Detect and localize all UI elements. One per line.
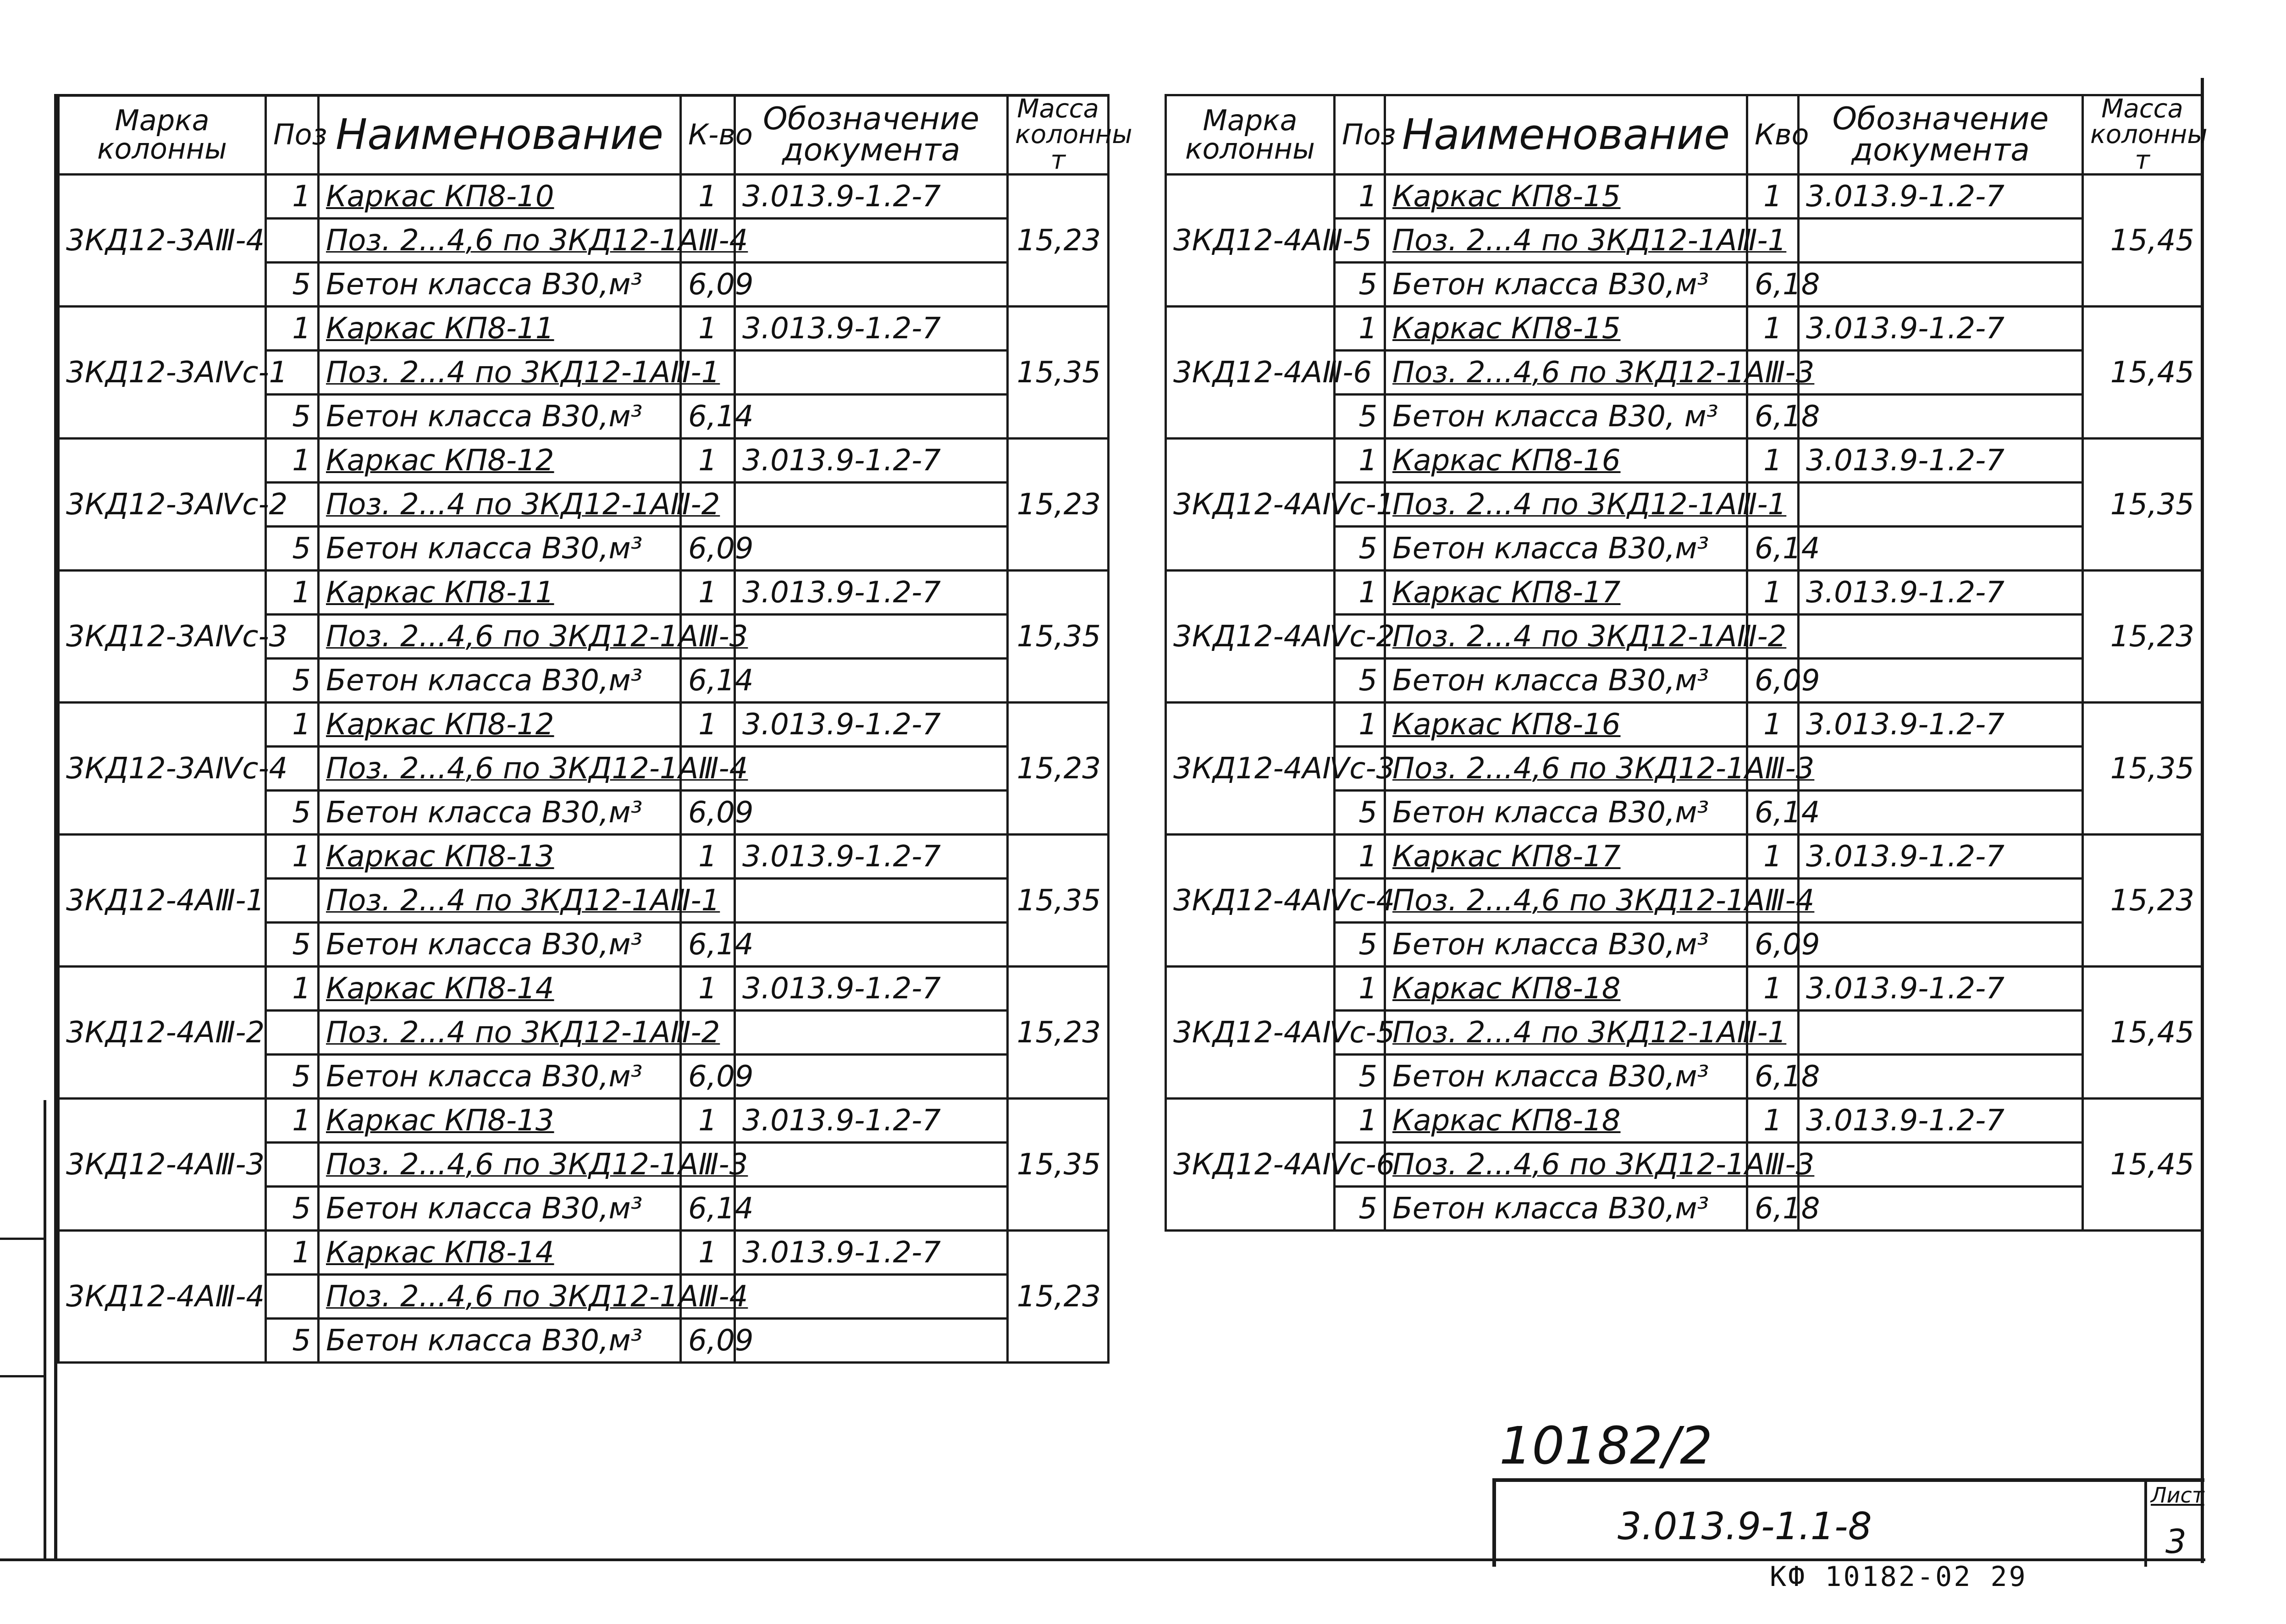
name-cell: Бетон класса В30,м³ xyxy=(1385,791,1747,835)
document-cell xyxy=(1799,659,2083,703)
position-cell: 5 xyxy=(1335,263,1385,307)
document-cell xyxy=(735,351,1008,395)
document-cell: 3.013.9-1.2-7 xyxy=(1799,175,2083,219)
quantity-cell: 6,14 xyxy=(681,923,735,967)
position-cell: 1 xyxy=(1335,571,1385,615)
quantity-cell: 1 xyxy=(1747,571,1799,615)
quantity-cell: 1 xyxy=(681,571,735,615)
name-cell: Бетон класса В30,м³ xyxy=(1385,923,1747,967)
document-cell: 3.013.9-1.2-7 xyxy=(1799,703,2083,747)
name-cell: Бетон класса В30,м³ xyxy=(319,395,681,439)
column-mark-cell: 3КД12-4АⅢ-3 xyxy=(59,1099,266,1231)
column-mark-cell: 3КД12-4АⅢ-2 xyxy=(59,967,266,1099)
mass-cell: 15,23 xyxy=(2083,835,2202,967)
document-cell xyxy=(1799,791,2083,835)
quantity-cell: 6,09 xyxy=(681,263,735,307)
position-cell: 5 xyxy=(266,923,319,967)
column-mark-cell: 3КД12-4АⅣс-1 xyxy=(1166,439,1335,571)
document-cell: 3.013.9-1.2-7 xyxy=(1799,571,2083,615)
quantity-cell: 1 xyxy=(681,703,735,747)
name-cell: Поз. 2...4,6 по 3КД12-1АⅢ-3 xyxy=(319,615,681,659)
quantity-cell: 1 xyxy=(1747,967,1799,1011)
quantity-cell: 1 xyxy=(681,439,735,483)
name-cell: Бетон класса В30,м³ xyxy=(319,791,681,835)
name-cell: Поз. 2...4,6 по 3КД12-1АⅢ-4 xyxy=(319,1275,681,1319)
table-row xyxy=(59,703,1109,747)
name-cell: Бетон класса В30,м³ xyxy=(319,923,681,967)
quantity-cell: 6,09 xyxy=(681,791,735,835)
quantity-cell: 1 xyxy=(1747,175,1799,219)
table-row xyxy=(59,967,1109,1011)
mass-cell: 15,35 xyxy=(1008,835,1109,967)
name-cell: Поз. 2...4 по 3КД12-1АⅢ-2 xyxy=(319,483,681,527)
quantity-cell: 6,09 xyxy=(1747,659,1799,703)
quantity-cell: 1 xyxy=(681,835,735,879)
position-cell: 1 xyxy=(1335,835,1385,879)
name-cell: Каркас КП8-17 xyxy=(1385,835,1747,879)
quantity-cell: 6,18 xyxy=(1747,1187,1799,1231)
name-cell: Каркас КП8-12 xyxy=(319,439,681,483)
name-cell: Каркас КП8-18 xyxy=(1385,1099,1747,1143)
column-header-qty: Кво xyxy=(1747,95,1799,175)
document-cell xyxy=(735,527,1008,571)
name-cell: Каркас КП8-10 xyxy=(319,175,681,219)
mass-cell: 15,45 xyxy=(2083,175,2202,307)
name-cell: Бетон класса В30, м³ xyxy=(1385,395,1747,439)
position-cell: 1 xyxy=(266,703,319,747)
position-cell: 5 xyxy=(266,1319,319,1363)
name-cell: Бетон класса В30,м³ xyxy=(1385,263,1747,307)
name-cell: Каркас КП8-13 xyxy=(319,835,681,879)
quantity-cell: 1 xyxy=(681,307,735,351)
left-specification-table xyxy=(57,94,1132,1364)
column-mark-cell: 3КД12-4АⅣс-4 xyxy=(1166,835,1335,967)
column-header-name: Наименование xyxy=(319,95,681,175)
column-mark-cell: 3КД12-3АⅣс-2 xyxy=(59,439,266,571)
document-cell xyxy=(1799,351,2083,395)
document-cell xyxy=(735,219,1008,263)
mass-cell: 15,23 xyxy=(2083,571,2202,703)
name-cell: Бетон класса В30,м³ xyxy=(319,659,681,703)
document-cell xyxy=(1799,923,2083,967)
position-cell: 5 xyxy=(266,1187,319,1231)
quantity-cell: 6,14 xyxy=(1747,527,1799,571)
document-cell: 3.013.9-1.2-7 xyxy=(1799,967,2083,1011)
mass-cell: 15,35 xyxy=(2083,703,2202,835)
quantity-cell: 6,14 xyxy=(681,395,735,439)
document-cell xyxy=(735,1143,1008,1187)
document-cell xyxy=(735,1187,1008,1231)
document-cell: 3.013.9-1.2-7 xyxy=(1799,835,2083,879)
name-cell: Поз. 2...4,6 по 3КД12-1АⅢ-3 xyxy=(1385,747,1747,791)
column-header-mass: Масса колонны т xyxy=(1008,95,1109,175)
position-cell: 5 xyxy=(1335,923,1385,967)
name-cell: Каркас КП8-11 xyxy=(319,571,681,615)
quantity-cell: 6,18 xyxy=(1747,263,1799,307)
quantity-cell: 1 xyxy=(1747,307,1799,351)
name-cell: Каркас КП8-13 xyxy=(319,1099,681,1143)
document-cell: 3.013.9-1.2-7 xyxy=(1799,307,2083,351)
position-cell: 5 xyxy=(266,791,319,835)
document-cell xyxy=(1799,615,2083,659)
position-cell: 1 xyxy=(1335,703,1385,747)
document-cell xyxy=(1799,1011,2083,1055)
position-cell: 5 xyxy=(1335,659,1385,703)
table-row xyxy=(1166,967,2202,1011)
table-row xyxy=(59,571,1109,615)
document-cell xyxy=(735,1319,1008,1363)
position-cell: 5 xyxy=(1335,791,1385,835)
column-mark-cell: 3КД12-3АⅢ-4 xyxy=(59,175,266,307)
position-cell: 1 xyxy=(1335,175,1385,219)
column-mark-cell: 3КД12-4АⅣс-2 xyxy=(1166,571,1335,703)
column-header-mark: Марка колонны xyxy=(59,95,266,175)
document-cell xyxy=(735,879,1008,923)
mass-cell: 15,23 xyxy=(1008,439,1109,571)
quantity-cell: 6,14 xyxy=(681,659,735,703)
name-cell: Поз. 2...4 по 3КД12-1АⅢ-2 xyxy=(1385,615,1747,659)
quantity-cell: 1 xyxy=(681,175,735,219)
quantity-cell: 1 xyxy=(1747,703,1799,747)
name-cell: Поз. 2...4 по 3КД12-1АⅢ-1 xyxy=(319,879,681,923)
name-cell: Поз. 2...4,6 по 3КД12-1АⅢ-3 xyxy=(319,1143,681,1187)
position-cell xyxy=(266,1011,319,1055)
quantity-cell: 1 xyxy=(681,1099,735,1143)
name-cell: Каркас КП8-16 xyxy=(1385,439,1747,483)
column-mark-cell: 3КД12-4АⅢ-1 xyxy=(59,835,266,967)
mass-cell: 15,45 xyxy=(2083,967,2202,1099)
position-cell: 1 xyxy=(266,571,319,615)
document-cell xyxy=(735,615,1008,659)
document-cell xyxy=(735,923,1008,967)
name-cell: Бетон класса В30,м³ xyxy=(319,1319,681,1363)
right-specification-table xyxy=(1165,94,2208,1232)
quantity-cell: 6,18 xyxy=(1747,1055,1799,1099)
document-cell xyxy=(1799,879,2083,923)
position-cell: 5 xyxy=(266,527,319,571)
document-cell: 3.013.9-1.2-7 xyxy=(735,439,1008,483)
document-cell: 3.013.9-1.2-7 xyxy=(1799,1099,2083,1143)
document-cell xyxy=(735,483,1008,527)
frame-left-line xyxy=(54,94,57,1561)
table-row xyxy=(1166,571,2202,615)
mass-cell: 15,45 xyxy=(2083,1099,2202,1231)
position-cell: 5 xyxy=(266,659,319,703)
document-cell xyxy=(1799,1143,2083,1187)
name-cell: Поз. 2...4 по 3КД12-1АⅢ-1 xyxy=(1385,1011,1747,1055)
document-cell xyxy=(735,1275,1008,1319)
document-cell xyxy=(1799,747,2083,791)
document-cell xyxy=(735,791,1008,835)
document-cell xyxy=(735,395,1008,439)
document-cell: 3.013.9-1.2-7 xyxy=(735,571,1008,615)
column-mark-cell: 3КД12-3АⅣс-4 xyxy=(59,703,266,835)
sheet-number: 3 xyxy=(2165,1522,2187,1561)
sheet-label: Лист xyxy=(2151,1483,2204,1508)
name-cell: Бетон класса В30,м³ xyxy=(319,527,681,571)
binding-strip-box xyxy=(0,1238,44,1240)
name-cell: Каркас КП8-18 xyxy=(1385,967,1747,1011)
document-cell xyxy=(1799,483,2083,527)
column-header-mass: Масса колонны т xyxy=(2083,95,2202,175)
position-cell: 5 xyxy=(1335,1055,1385,1099)
position-cell: 1 xyxy=(1335,307,1385,351)
position-cell xyxy=(266,879,319,923)
column-header-qty: К-во xyxy=(681,95,735,175)
document-cell: 3.013.9-1.2-7 xyxy=(735,1099,1008,1143)
table-row xyxy=(59,439,1109,483)
mass-cell: 15,23 xyxy=(1008,175,1109,307)
position-cell: 1 xyxy=(266,439,319,483)
quantity-cell: 1 xyxy=(681,967,735,1011)
mass-cell: 15,45 xyxy=(2083,307,2202,439)
document-cell: 3.013.9-1.2-7 xyxy=(1799,439,2083,483)
name-cell: Поз. 2...4,6 по 3КД12-1АⅢ-4 xyxy=(319,219,681,263)
position-cell: 1 xyxy=(266,1099,319,1143)
table-row xyxy=(1166,1099,2202,1143)
position-cell xyxy=(266,1275,319,1319)
document-cell xyxy=(735,1055,1008,1099)
mass-cell: 15,35 xyxy=(1008,307,1109,439)
name-cell: Бетон класса В30,м³ xyxy=(1385,1055,1747,1099)
quantity-cell: 1 xyxy=(1747,439,1799,483)
position-cell: 1 xyxy=(266,967,319,1011)
name-cell: Бетон класса В30,м³ xyxy=(319,263,681,307)
column-mark-cell: 3КД12-4АⅣс-3 xyxy=(1166,703,1335,835)
document-cell xyxy=(735,659,1008,703)
column-mark-cell: 3КД12-4АⅣс-6 xyxy=(1166,1099,1335,1231)
quantity-cell: 6,09 xyxy=(681,1055,735,1099)
document-cell xyxy=(1799,395,2083,439)
column-mark-cell: 3КД12-4АⅢ-5 xyxy=(1166,175,1335,307)
name-cell: Каркас КП8-14 xyxy=(319,1231,681,1275)
name-cell: Каркас КП8-17 xyxy=(1385,571,1747,615)
name-cell: Поз. 2...4 по 3КД12-1АⅢ-1 xyxy=(1385,219,1747,263)
position-cell: 5 xyxy=(266,263,319,307)
quantity-cell: 1 xyxy=(1747,1099,1799,1143)
quantity-cell: 6,14 xyxy=(1747,791,1799,835)
name-cell: Бетон класса В30,м³ xyxy=(319,1055,681,1099)
position-cell: 5 xyxy=(266,395,319,439)
column-mark-cell: 3КД12-3АⅣс-3 xyxy=(59,571,266,703)
mass-cell: 15,35 xyxy=(2083,439,2202,571)
column-header-pos: Поз xyxy=(266,95,319,175)
binding-strip-box xyxy=(0,1375,44,1377)
table-row xyxy=(59,1099,1109,1143)
binding-strip xyxy=(0,1100,46,1558)
header-row xyxy=(59,95,1109,175)
table-row xyxy=(59,307,1109,351)
table-row xyxy=(1166,703,2202,747)
quantity-cell: 1 xyxy=(681,1231,735,1275)
quantity-cell: 6,14 xyxy=(681,1187,735,1231)
table-row xyxy=(59,175,1109,219)
position-cell: 1 xyxy=(1335,1099,1385,1143)
name-cell: Каркас КП8-12 xyxy=(319,703,681,747)
position-cell xyxy=(266,219,319,263)
position-cell: 1 xyxy=(266,175,319,219)
name-cell: Поз. 2...4 по 3КД12-1АⅢ-1 xyxy=(1385,483,1747,527)
column-header-doc: Обозначение документа xyxy=(735,95,1008,175)
quantity-cell: 6,09 xyxy=(1747,923,1799,967)
position-cell: 1 xyxy=(266,307,319,351)
mass-cell: 15,35 xyxy=(1008,571,1109,703)
name-cell: Поз. 2...4,6 по 3КД12-1АⅢ-4 xyxy=(1385,879,1747,923)
position-cell: 5 xyxy=(1335,527,1385,571)
table-row xyxy=(59,1231,1109,1275)
document-cell xyxy=(735,747,1008,791)
name-cell: Каркас КП8-11 xyxy=(319,307,681,351)
name-cell: Бетон класса В30,м³ xyxy=(1385,1187,1747,1231)
document-cell: 3.013.9-1.2-7 xyxy=(735,835,1008,879)
document-cell xyxy=(735,263,1008,307)
quantity-cell: 6,09 xyxy=(681,527,735,571)
name-cell: Поз. 2...4 по 3КД12-1АⅢ-1 xyxy=(319,351,681,395)
document-cell xyxy=(1799,527,2083,571)
table-row xyxy=(1166,307,2202,351)
mass-cell: 15,23 xyxy=(1008,703,1109,835)
name-cell: Каркас КП8-16 xyxy=(1385,703,1747,747)
column-header-pos: Поз xyxy=(1335,95,1385,175)
document-cell: 3.013.9-1.2-7 xyxy=(735,1231,1008,1275)
position-cell: 1 xyxy=(1335,439,1385,483)
document-cell xyxy=(1799,1055,2083,1099)
position-cell: 1 xyxy=(1335,967,1385,1011)
inventory-number: 10182/2 xyxy=(1499,1416,1713,1476)
table-row xyxy=(1166,175,2202,219)
mass-cell: 15,23 xyxy=(1008,967,1109,1099)
mass-cell: 15,23 xyxy=(1008,1231,1109,1363)
document-cell xyxy=(735,1011,1008,1055)
document-code: 3.013.9-1.1-8 xyxy=(1618,1505,1872,1548)
quantity-cell: 1 xyxy=(1747,835,1799,879)
name-cell: Поз. 2...4,6 по 3КД12-1АⅢ-4 xyxy=(319,747,681,791)
position-cell xyxy=(266,1143,319,1187)
table-row xyxy=(1166,835,2202,879)
column-header-doc: Обозначение документа xyxy=(1799,95,2083,175)
name-cell: Бетон класса В30,м³ xyxy=(1385,527,1747,571)
footer-archive-code: КФ 10182-02 29 xyxy=(1770,1561,2027,1593)
name-cell: Каркас КП8-15 xyxy=(1385,175,1747,219)
position-cell: 1 xyxy=(266,1231,319,1275)
document-cell: 3.013.9-1.2-7 xyxy=(735,967,1008,1011)
column-mark-cell: 3КД12-4АⅢ-4 xyxy=(59,1231,266,1363)
position-cell: 5 xyxy=(1335,395,1385,439)
document-cell: 3.013.9-1.2-7 xyxy=(735,307,1008,351)
table-row xyxy=(59,835,1109,879)
title-block xyxy=(1492,1478,2204,1567)
table-row xyxy=(1166,439,2202,483)
name-cell: Поз. 2...4,6 по 3КД12-1АⅢ-3 xyxy=(1385,1143,1747,1187)
name-cell: Каркас КП8-14 xyxy=(319,967,681,1011)
name-cell: Бетон класса В30,м³ xyxy=(1385,659,1747,703)
quantity-cell: 6,18 xyxy=(1747,395,1799,439)
document-cell xyxy=(1799,1187,2083,1231)
name-cell: Поз. 2...4,6 по 3КД12-1АⅢ-3 xyxy=(1385,351,1747,395)
header-row xyxy=(1166,95,2202,175)
column-header-name: Наименование xyxy=(1385,95,1747,175)
position-cell: 1 xyxy=(266,835,319,879)
sheet-cell xyxy=(2144,1482,2204,1567)
name-cell: Каркас КП8-15 xyxy=(1385,307,1747,351)
column-header-mark: Марка колонны xyxy=(1166,95,1335,175)
column-mark-cell: 3КД12-4АⅣс-5 xyxy=(1166,967,1335,1099)
name-cell: Поз. 2...4 по 3КД12-1АⅢ-2 xyxy=(319,1011,681,1055)
quantity-cell: 6,09 xyxy=(681,1319,735,1363)
document-cell: 3.013.9-1.2-7 xyxy=(735,703,1008,747)
document-cell xyxy=(1799,219,2083,263)
column-mark-cell: 3КД12-4АⅢ-6 xyxy=(1166,307,1335,439)
document-cell xyxy=(1799,263,2083,307)
name-cell: Бетон класса В30,м³ xyxy=(319,1187,681,1231)
position-cell: 5 xyxy=(266,1055,319,1099)
mass-cell: 15,35 xyxy=(1008,1099,1109,1231)
column-mark-cell: 3КД12-3АⅣс-1 xyxy=(59,307,266,439)
document-cell: 3.013.9-1.2-7 xyxy=(735,175,1008,219)
position-cell: 5 xyxy=(1335,1187,1385,1231)
